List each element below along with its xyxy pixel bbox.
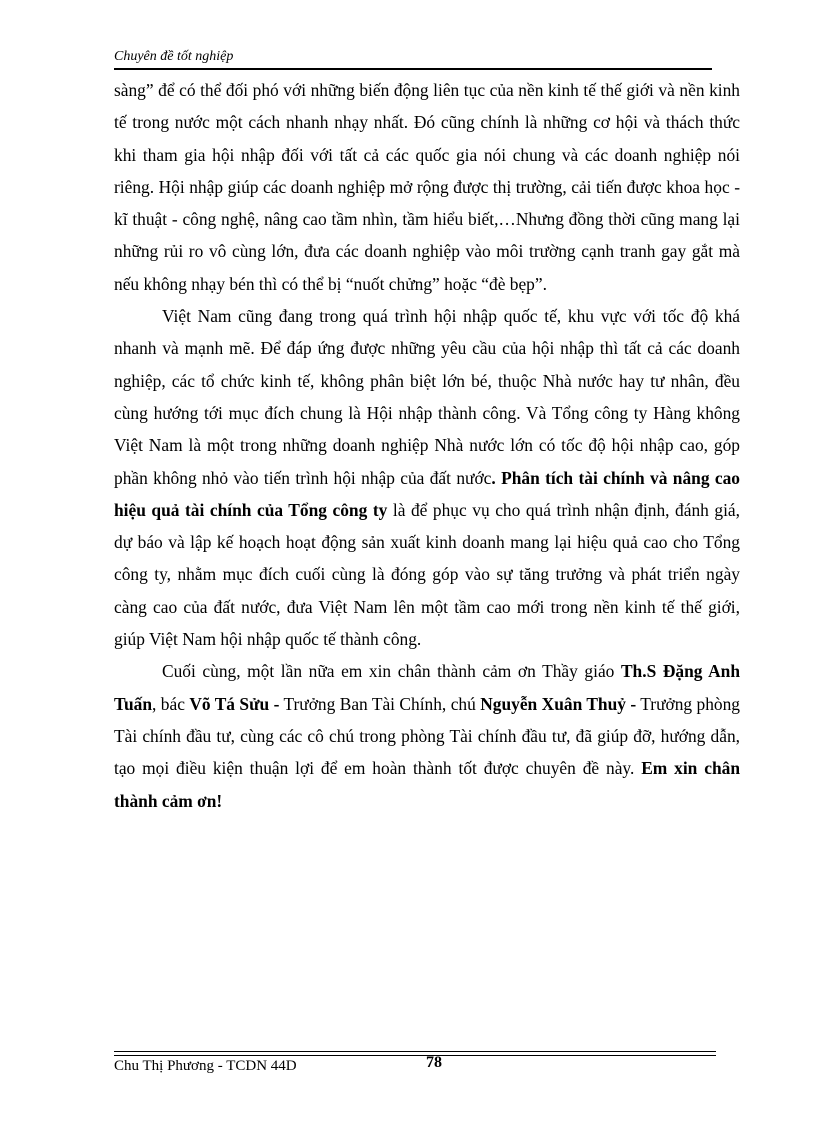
body-text [114,74,740,817]
department-head-name: Nguyễn Xuân Thuỷ - [480,693,637,714]
footer-rule-bottom [114,1055,716,1056]
paragraph-1: sàng” để có thể đối phó với những biến động liên tục của nền kinh tế thế giới và nền kinh tế trong nước một cách nhanh nhạy nhất. Đó cũng chính là những cơ hội và thách thức khi tham gia hội nhập đối với tất cả các quốc gia nói chung và các doanh nghiệp nói riêng. Hội nhập giúp các doanh nghiệp mở rộng được thị trường, cải tiến được khoa học - kĩ thuật - công nghệ, nâng cao tầm nhìn, tầm hiểu biết,…Nhưng đồng thời cũng mang lại những rủi ro vô cùng lớn, đưa các doanh nghiệp vào môi trường cạnh tranh gay gắt mà nếu không nhạy bén thì có thể bị “nuốt chửng” hoặc “đè bẹp”. [114,80,740,294]
paragraph-3-text-1: Cuối cùng, một lần nữa em xin chân thành cảm ơn Thầy giáo [162,661,621,682]
finance-head-name: Võ Tá Sửu - [189,693,280,714]
running-header: Chuyên đề tốt nghiệp [114,49,234,64]
paragraph-2-text-2: là để phục vụ cho quá trình nhận định, đánh giá, dự báo và lập kế hoạch hoạt động sản xuất kinh doanh mang lại hiệu quả cao cho Tổng công ty, nhằm mục đích cuối cùng là đóng góp vào sự tăng trưởng và phát triển ngày càng cao của đất nước, đưa Việt Nam lên một tầm cao mới trong nền kinh tế thế giới, giúp Việt Nam hội nhập quốc tế thành công. [114,499,740,650]
paragraph-3 [114,655,740,816]
page-number: 78 [426,1054,442,1071]
advisor-name: Th.S Đặng Anh Tuấn [114,661,740,714]
closing-thanks: Em xin chân thành cảm ơn! [114,758,740,811]
paragraph-2-text-1: Việt Nam cũng đang trong quá trình hội nhập quốc tế, khu vực với tốc độ khá nhanh và mạnh mẽ. Để đáp ứng được những yêu cầu của hội nhập thì tất cả các doanh nghiệp, các tổ chức kinh tế, không phân biệt lớn bé, thuộc Nhà nước hay tư nhân, đều cùng hướng tới mục đích chung là Hội nhập thành công. Và Tổng công ty Hàng không Việt Nam là một trong những doanh nghiệp Nhà nước lớn có tốc độ hội nhập cao, góp phần không nhỏ vào tiến trình hội nhập của đất nước [114,306,740,488]
footer-author: Chu Thị Phương - TCDN 44D [114,1058,297,1074]
paragraph-3-text-2: , bác [152,693,190,714]
footer-rule-top [114,1051,716,1052]
header-rule [114,68,712,70]
paragraph-2 [114,300,740,655]
paragraph-2-bold: . Phân tích tài chính và nâng cao hiệu quả tài chính của Tổng công ty [114,467,740,520]
paragraph-3-text-4: Trưởng phòng Tài chính đầu tư, cùng các cô chú trong phòng Tài chính đầu tư, đã giúp đỡ, hướng dẫn, tạo mọi điều kiện thuận lợi để em hoàn thành tốt được chuyên đề này. [114,693,740,779]
paragraph-3-text-3: Trưởng Ban Tài Chính, chú [279,693,481,714]
